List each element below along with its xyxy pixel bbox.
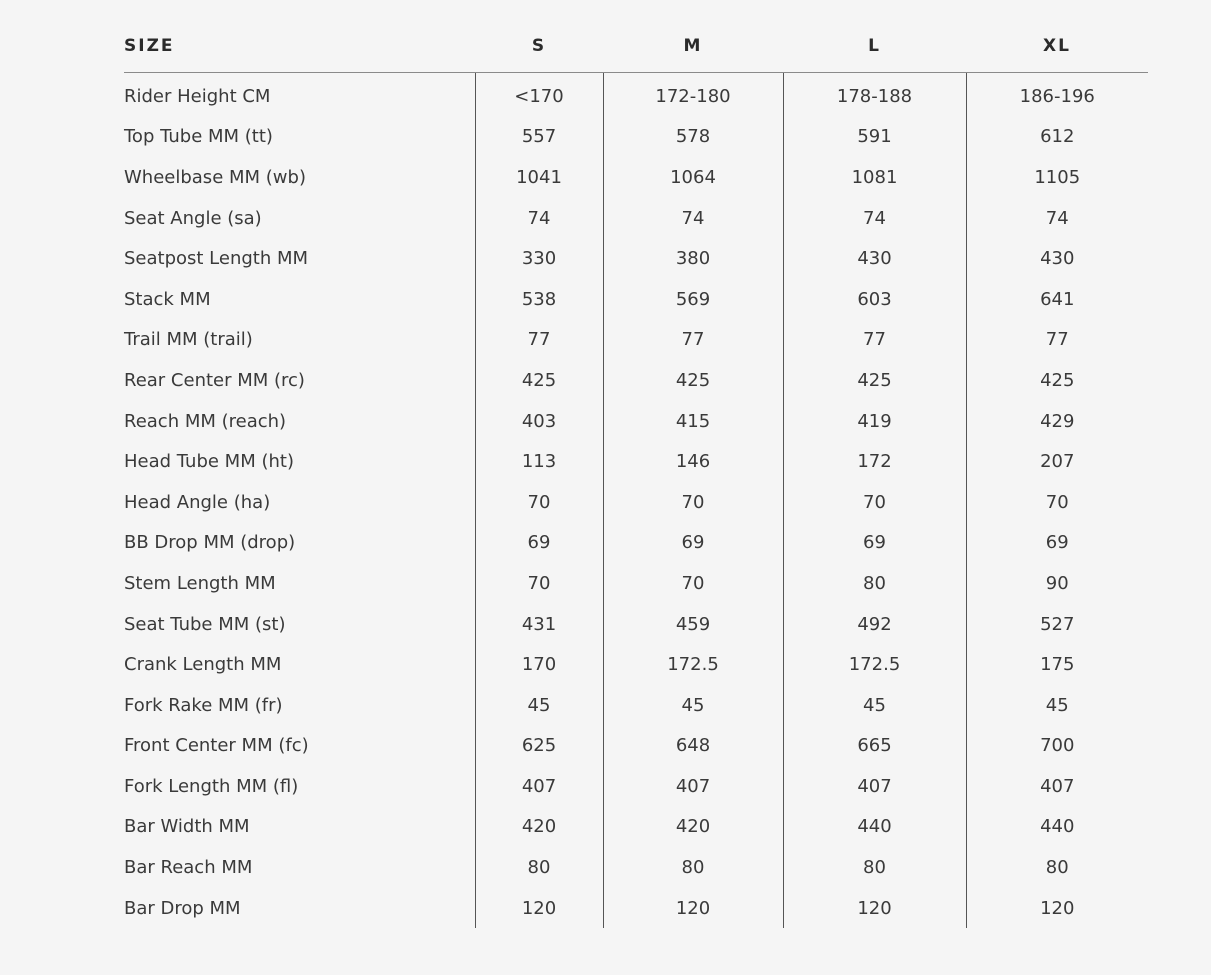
table-row (124, 685, 1148, 726)
header-size-s: S (475, 20, 603, 73)
cell-size-s: 625 (475, 726, 603, 767)
row-label: Head Tube MM (ht) (124, 441, 475, 482)
table-row (124, 157, 1148, 198)
row-label: Rider Height CM (124, 73, 475, 117)
cell-size-m: 420 (603, 807, 783, 848)
cell-size-m: 425 (603, 360, 783, 401)
row-label: Stack MM (124, 279, 475, 320)
cell-size-l: 69 (783, 523, 966, 564)
cell-size-s: 45 (475, 685, 603, 726)
table-row (124, 360, 1148, 401)
cell-size-xl: 612 (1040, 126, 1075, 148)
cell-size-l: 407 (783, 766, 966, 807)
cell-size-l: 77 (783, 320, 966, 361)
cell-size-m: 70 (603, 563, 783, 604)
cell-size-m: 459 (603, 604, 783, 645)
row-label: Crank Length MM (124, 644, 475, 685)
cell-size-m: 172-180 (603, 73, 783, 117)
cell-size-l: 665 (783, 726, 966, 767)
cell-size-xl: 186-196 (1019, 85, 1095, 107)
cell-size-xl: 1105 (1034, 166, 1081, 188)
row-label: Seat Tube MM (st) (124, 604, 475, 645)
table-row (124, 73, 1148, 117)
cell-size-s: 113 (475, 441, 603, 482)
cell-size-l: 603 (783, 279, 966, 320)
cell-size-l: 492 (783, 604, 966, 645)
cell-size-xl: 74 (1045, 207, 1069, 229)
row-label: Trail MM (trail) (124, 320, 475, 361)
cell-size-m: 569 (603, 279, 783, 320)
cell-size-s: 120 (475, 888, 603, 929)
cell-size-m: 1064 (603, 157, 783, 198)
row-label: Seatpost Length MM (124, 238, 475, 279)
cell-size-xl: 90 (1045, 572, 1069, 594)
cell-size-xl: 207 (1040, 451, 1075, 473)
row-label: Rear Center MM (rc) (124, 360, 475, 401)
table-row (124, 563, 1148, 604)
table-row (124, 604, 1148, 645)
cell-size-m: 45 (603, 685, 783, 726)
cell-size-xl: 430 (1040, 248, 1075, 270)
cell-size-m: 146 (603, 441, 783, 482)
row-label: Fork Rake MM (fr) (124, 685, 475, 726)
header-size-xl: XL (966, 20, 1148, 73)
geometry-table-header (124, 20, 1148, 73)
cell-size-m: 74 (603, 198, 783, 239)
table-row (124, 807, 1148, 848)
cell-size-xl: 429 (1040, 410, 1075, 432)
table-row (124, 441, 1148, 482)
cell-size-xl: 641 (1040, 288, 1075, 310)
geometry-table (124, 20, 1148, 928)
cell-size-s: 407 (475, 766, 603, 807)
cell-size-s: 77 (475, 320, 603, 361)
cell-size-l: 120 (783, 888, 966, 929)
table-row (124, 279, 1148, 320)
row-label: Bar Width MM (124, 807, 475, 848)
table-row (124, 482, 1148, 523)
cell-size-l: 45 (783, 685, 966, 726)
row-label: Seat Angle (sa) (124, 198, 475, 239)
cell-size-s: 425 (475, 360, 603, 401)
table-row (124, 888, 1148, 929)
cell-size-l: 178-188 (783, 73, 966, 117)
cell-size-m: 415 (603, 401, 783, 442)
cell-size-xl: 175 (1040, 654, 1075, 676)
cell-size-m: 578 (603, 117, 783, 158)
cell-size-l: 172.5 (783, 644, 966, 685)
cell-size-s: 330 (475, 238, 603, 279)
header-size-m: M (603, 20, 783, 73)
cell-size-s: 70 (475, 482, 603, 523)
cell-size-m: 648 (603, 726, 783, 767)
cell-size-l: 430 (783, 238, 966, 279)
table-row (124, 401, 1148, 442)
cell-size-s: 403 (475, 401, 603, 442)
cell-size-xl: 440 (1040, 816, 1075, 838)
row-label: Wheelbase MM (wb) (124, 157, 475, 198)
cell-size-m: 407 (603, 766, 783, 807)
cell-size-s: 80 (475, 847, 603, 888)
cell-size-l: 80 (783, 563, 966, 604)
row-label: Top Tube MM (tt) (124, 117, 475, 158)
row-label: Reach MM (reach) (124, 401, 475, 442)
cell-size-l: 70 (783, 482, 966, 523)
cell-size-m: 172.5 (603, 644, 783, 685)
cell-size-m: 80 (603, 847, 783, 888)
row-label: Stem Length MM (124, 563, 475, 604)
row-label: Bar Drop MM (124, 888, 475, 929)
cell-size-xl: 407 (1040, 775, 1075, 797)
cell-size-s: 70 (475, 563, 603, 604)
cell-size-l: 419 (783, 401, 966, 442)
cell-size-s: 420 (475, 807, 603, 848)
row-label: Fork Length MM (fl) (124, 766, 475, 807)
cell-size-xl: 77 (1045, 329, 1069, 351)
cell-size-l: 1081 (783, 157, 966, 198)
cell-size-xl: 69 (1045, 532, 1069, 554)
cell-size-s: 1041 (475, 157, 603, 198)
table-row (124, 117, 1148, 158)
cell-size-s: 69 (475, 523, 603, 564)
geometry-table-container (124, 20, 1148, 928)
cell-size-m: 380 (603, 238, 783, 279)
cell-size-s: 557 (475, 117, 603, 158)
table-row (124, 766, 1148, 807)
row-label: BB Drop MM (drop) (124, 523, 475, 564)
cell-size-xl: 120 (1040, 897, 1075, 919)
row-label: Head Angle (ha) (124, 482, 475, 523)
cell-size-s: 538 (475, 279, 603, 320)
header-row (124, 20, 1148, 73)
table-row (124, 726, 1148, 767)
cell-size-m: 69 (603, 523, 783, 564)
cell-size-s: 431 (475, 604, 603, 645)
table-row (124, 644, 1148, 685)
cell-size-xl: 425 (1040, 369, 1075, 391)
cell-size-s: <170 (475, 73, 603, 117)
row-label: Bar Reach MM (124, 847, 475, 888)
cell-size-xl: 70 (1045, 491, 1069, 513)
cell-size-m: 77 (603, 320, 783, 361)
table-row (124, 847, 1148, 888)
table-row (124, 238, 1148, 279)
cell-size-l: 591 (783, 117, 966, 158)
cell-size-l: 172 (783, 441, 966, 482)
row-label: Front Center MM (fc) (124, 726, 475, 767)
cell-size-s: 74 (475, 198, 603, 239)
table-row (124, 198, 1148, 239)
cell-size-xl: 700 (1040, 735, 1075, 757)
table-row (124, 523, 1148, 564)
geometry-table-body (124, 73, 1148, 929)
cell-size-xl: 80 (1045, 857, 1069, 879)
cell-size-m: 120 (603, 888, 783, 929)
cell-size-s: 170 (475, 644, 603, 685)
cell-size-xl: 45 (1045, 694, 1069, 716)
cell-size-l: 80 (783, 847, 966, 888)
cell-size-l: 425 (783, 360, 966, 401)
cell-size-xl: 527 (1040, 613, 1075, 635)
cell-size-l: 74 (783, 198, 966, 239)
header-size-l: L (783, 20, 966, 73)
cell-size-l: 440 (783, 807, 966, 848)
header-size-label: SIZE (124, 20, 475, 73)
table-row (124, 320, 1148, 361)
cell-size-m: 70 (603, 482, 783, 523)
